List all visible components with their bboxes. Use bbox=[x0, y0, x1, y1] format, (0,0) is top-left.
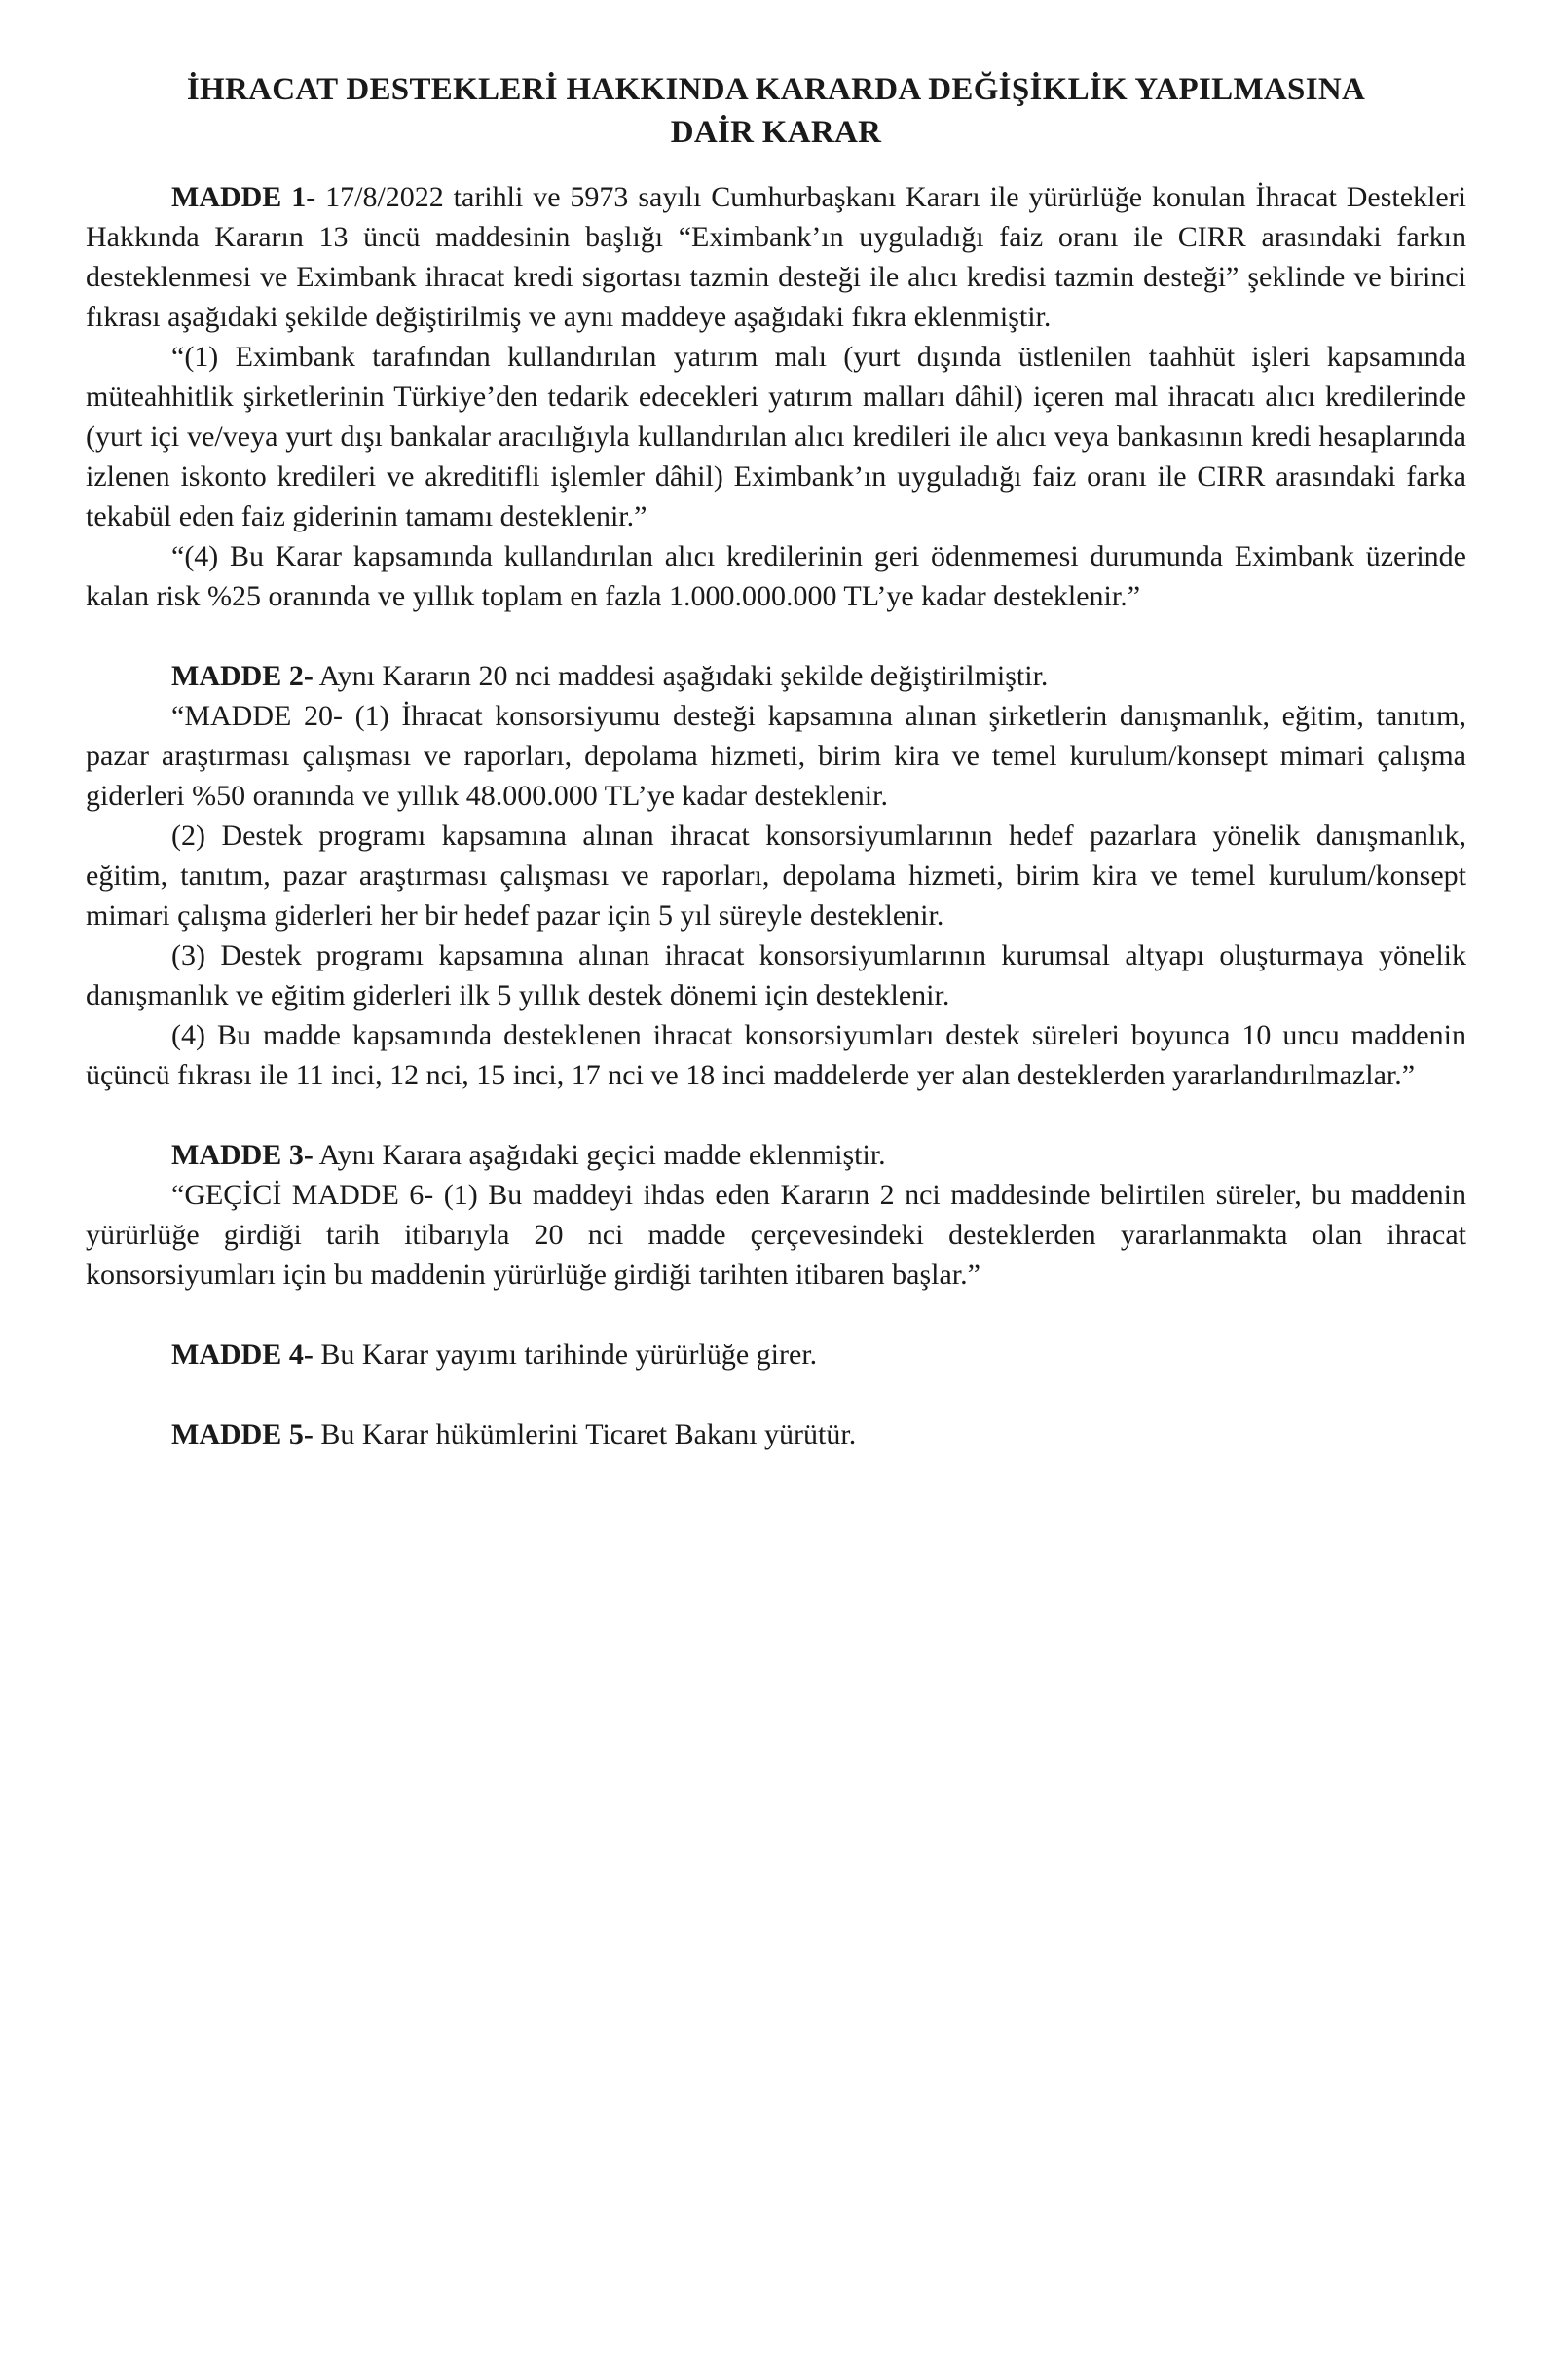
article-2-label: MADDE 2- bbox=[171, 660, 314, 692]
spacer bbox=[86, 1095, 1466, 1135]
article-2 bbox=[86, 656, 1466, 1095]
spacer bbox=[86, 1374, 1466, 1414]
article-1 bbox=[86, 177, 1466, 616]
article-3-text: Aynı Karara aşağıdaki geçici madde eklenmiştir. bbox=[313, 1139, 886, 1171]
article-2-paragraph-4: (4) Bu madde kapsamında desteklenen ihracat konsorsiyumları destek süreleri boyunca 10 uncu maddenin üçüncü fıkrası ile 11 inci, 12 nci, 15 inci, 17 nci ve 18 inci maddelerde yer alan desteklerden yararlandırılmazlar.” bbox=[86, 1019, 1466, 1091]
article-5-label: MADDE 5- bbox=[171, 1418, 314, 1450]
document-title bbox=[86, 68, 1466, 154]
article-3-paragraph-1: “GEÇİCİ MADDE 6- (1) Bu maddeyi ihdas eden Kararın 2 nci maddesinde belirtilen süreler, bu maddenin yürürlüğe girdiği tarih itibarıyla 20 nci madde çerçevesindeki desteklerden yararlanmakta olan ihracat konsorsiyumları için bu maddenin yürürlüğe girdiği tarihten itibaren başlar.” bbox=[86, 1179, 1466, 1291]
article-1-paragraph-2: “(4) Bu Karar kapsamında kullandırılan alıcı kredilerinin geri ödenmemesi durumunda Eximbank üzerinde kalan risk %25 oranında ve yıllık toplam en fazla 1.000.000.000 TL’ye kadar desteklenir.” bbox=[86, 540, 1466, 612]
article-5-intro bbox=[86, 1414, 1466, 1454]
decree-page bbox=[86, 68, 1466, 1454]
article-5 bbox=[86, 1414, 1466, 1454]
article-4 bbox=[86, 1335, 1466, 1374]
article-1-intro bbox=[86, 177, 1466, 337]
article-2-text: Aynı Kararın 20 nci maddesi aşağıdaki şekilde değiştirilmiştir. bbox=[313, 660, 1049, 692]
article-4-label: MADDE 4- bbox=[171, 1338, 314, 1371]
article-1-paragraph-1: “(1) Eximbank tarafından kullandırılan yatırım malı (yurt dışında üstlenilen taahhüt işleri kapsamında müteahhitlik şirketlerinin Türkiye’den tedarik edecekleri yatırım malları dâhil) içeren mal ihracatı alıcı kredilerinde (yurt içi ve/veya yurt dışı bankalar aracılığıyla kullandırılan alıcı kredileri ile alıcı veya bankasının kredi hesaplarında izlenen iskonto kredileri ve akreditifli işlemler dâhil) Eximbank’ın uyguladığı faiz oranı ile CIRR arasındaki farka tekabül eden faiz giderinin tamamı desteklenir.” bbox=[86, 341, 1466, 532]
spacer bbox=[86, 1295, 1466, 1335]
article-2-intro bbox=[86, 656, 1466, 696]
article-3 bbox=[86, 1135, 1466, 1295]
title-line-1: İHRACAT DESTEKLERİ HAKKINDA KARARDA DEĞİŞİKLİK YAPILMASINA bbox=[186, 72, 1366, 107]
article-2-paragraph-3: (3) Destek programı kapsamına alınan ihracat konsorsiyumlarının kurumsal altyapı oluşturmaya yönelik danışmanlık ve eğitim giderleri ilk 5 yıllık destek dönemi için desteklenir. bbox=[86, 939, 1466, 1011]
article-2-paragraph-1: “MADDE 20- (1) İhracat konsorsiyumu desteği kapsamına alınan şirketlerin danışmanlık, eğitim, tanıtım, pazar araştırması çalışması ve raporları, depolama hizmeti, birim kira ve temel kurulum/konsept mimari çalışma giderleri %50 oranında ve yıllık 48.000.000 TL’ye kadar desteklenir. bbox=[86, 700, 1466, 812]
title-line-2: DAİR KARAR bbox=[670, 115, 882, 150]
article-2-paragraph-2: (2) Destek programı kapsamına alınan ihracat konsorsiyumlarının hedef pazarlara yönelik danışmanlık, eğitim, tanıtım, pazar araştırması çalışması ve raporları, depolama hizmeti, birim kira ve temel kurulum/konsept mimari çalışma giderleri her bir hedef pazar için 5 yıl süreyle desteklenir. bbox=[86, 820, 1466, 932]
article-1-text: 17/8/2022 tarihli ve 5973 sayılı Cumhurbaşkanı Kararı ile yürürlüğe konulan İhracat Destekleri Hakkında Kararın 13 üncü maddesinin başlığı “Eximbank’ın uyguladığı faiz oranı ile CIRR arasındaki farkın desteklenmesi ve Eximbank ihracat kredi sigortası tazmin desteği ile alıcı kredisi tazmin desteği” şeklinde ve birinci fıkrası aşağıdaki şekilde değiştirilmiş ve aynı maddeye aşağıdaki fıkra eklenmiştir. bbox=[86, 181, 1467, 333]
article-4-intro bbox=[86, 1335, 1466, 1374]
article-3-intro bbox=[86, 1135, 1466, 1175]
article-1-label: MADDE 1- bbox=[171, 181, 316, 213]
article-5-text: Bu Karar hükümlerini Ticaret Bakanı yürütür. bbox=[313, 1418, 857, 1450]
article-3-label: MADDE 3- bbox=[171, 1139, 314, 1171]
spacer bbox=[86, 616, 1466, 656]
article-4-text: Bu Karar yayımı tarihinde yürürlüğe girer. bbox=[313, 1338, 818, 1371]
